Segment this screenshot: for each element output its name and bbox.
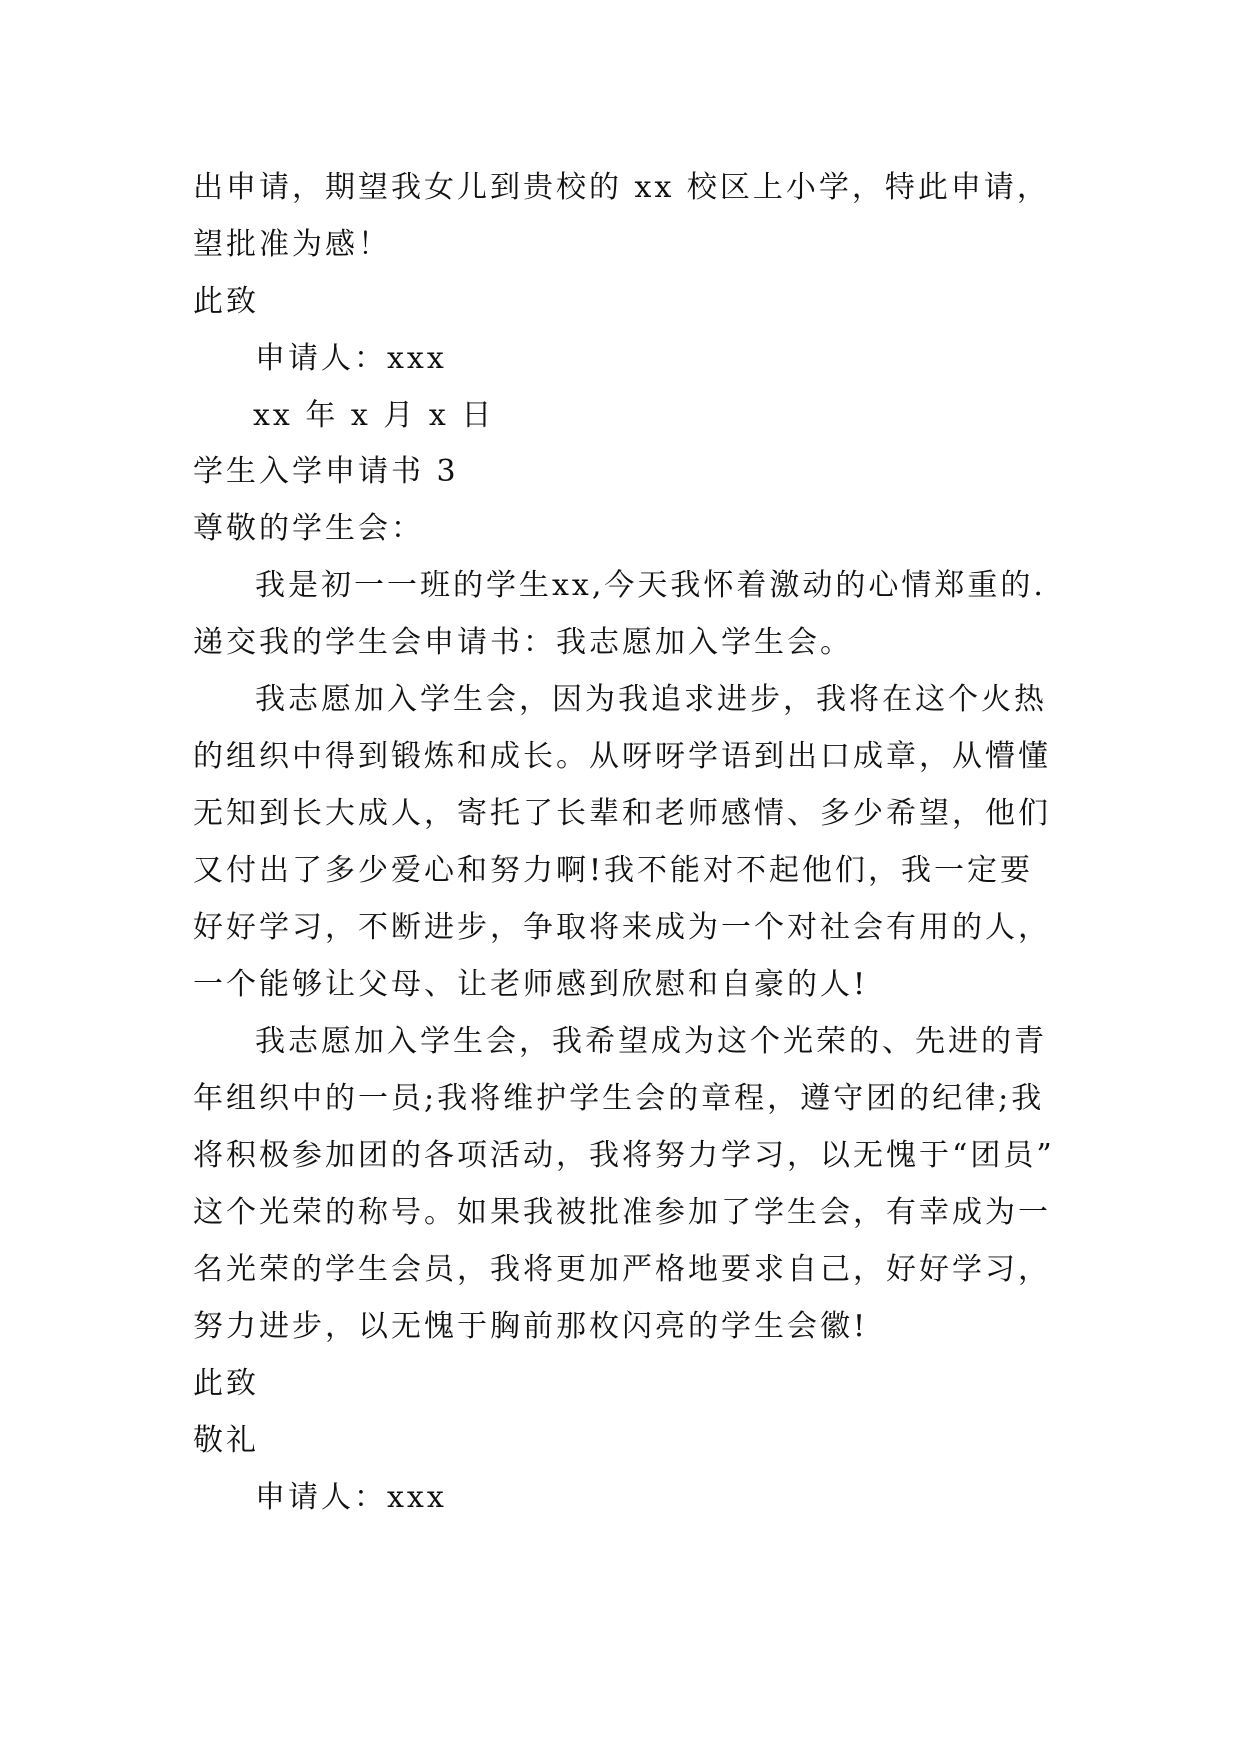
paragraph-line: 一个能够让父母、让老师感到欣慰和自豪的人! bbox=[193, 967, 869, 1002]
paragraph-line: 无知到长大成人，寄托了长辈和老师感情、多少希望，他们 bbox=[193, 796, 1051, 831]
paragraph-line: 年组织中的一员;我将维护学生会的章程，遵守团的纪律;我 bbox=[193, 1081, 1045, 1116]
paragraph-line: 我志愿加入学生会，因为我追求进步，我将在这个火热 bbox=[255, 682, 1047, 717]
closing-text: 敬礼 bbox=[193, 1423, 259, 1458]
section-heading: 学生入学申请书 3 bbox=[193, 454, 459, 489]
signature-line: 申请人：xxx bbox=[255, 1480, 447, 1515]
paragraph-line: 我是初一一班的学生xx,今天我怀着激动的心情郑重的. bbox=[255, 568, 1046, 603]
paragraph-line: 这个光荣的称号。如果我被批准参加了学生会，有幸成为一 bbox=[193, 1195, 1051, 1230]
paragraph-line: 又付出了多少爱心和努力啊!我不能对不起他们，我一定要 bbox=[193, 853, 1034, 888]
closing-text: 此致 bbox=[193, 284, 259, 319]
paragraph-line: 名光荣的学生会员，我将更加严格地要求自己，好好学习， bbox=[193, 1252, 1051, 1287]
body-line: 望批准为感！ bbox=[193, 227, 391, 262]
paragraph-line: 我志愿加入学生会，我希望成为这个光荣的、先进的青 bbox=[255, 1024, 1047, 1059]
signature-line: 申请人：xxx bbox=[255, 341, 447, 376]
paragraph-line: 将积极参加团的各项活动，我将努力学习，以无愧于“团员” bbox=[193, 1138, 1055, 1173]
date-line: xx 年 x 月 x 日 bbox=[253, 398, 495, 433]
closing-text: 此致 bbox=[193, 1366, 259, 1401]
paragraph-line: 好好学习，不断进步，争取将来成为一个对社会有用的人， bbox=[193, 910, 1051, 945]
body-line: 出申请，期望我女儿到贵校的 xx 校区上小学，特此申请， bbox=[193, 170, 1050, 205]
paragraph-line: 递交我的学生会申请书：我志愿加入学生会。 bbox=[193, 625, 853, 660]
paragraph-line: 的组织中得到锻炼和成长。从呀呀学语到出口成章，从懵懂 bbox=[193, 739, 1051, 774]
salutation: 尊敬的学生会： bbox=[193, 511, 424, 546]
paragraph-line: 努力进步，以无愧于胸前那枚闪亮的学生会徽! bbox=[193, 1309, 869, 1344]
